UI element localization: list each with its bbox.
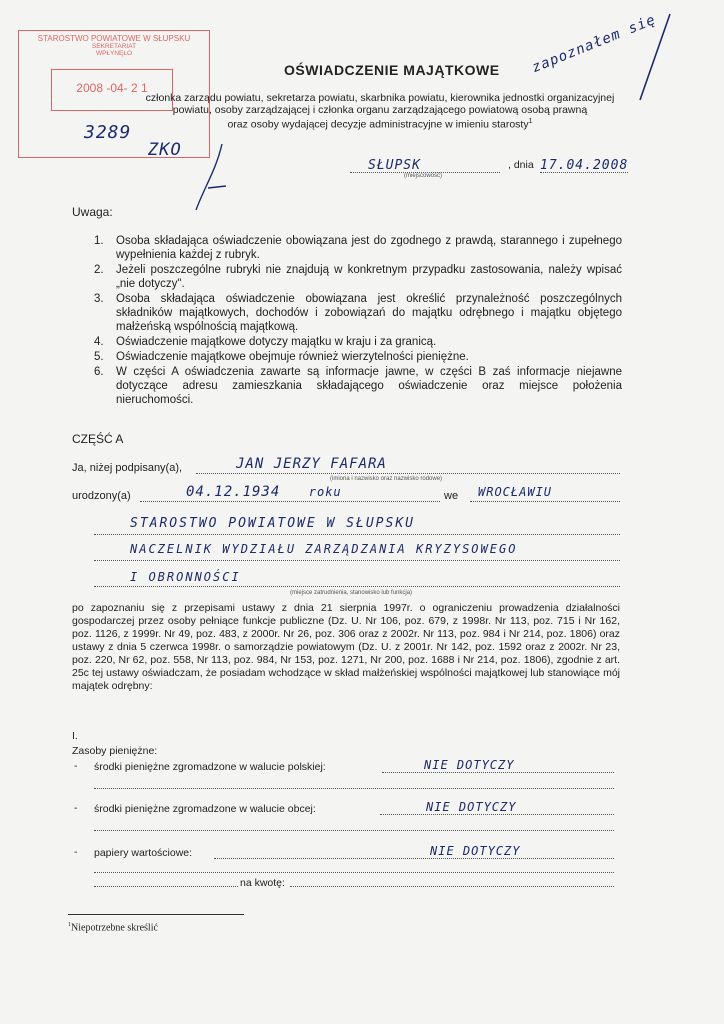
item-label-2: środki pieniężne zgromadzone w walucie obcej: [94,803,316,815]
footnote-mark: 1 [528,118,533,125]
law-text: po zapoznaniu się z przepisami ustawy z dnia 21 sierpnia 1997r. o ograniczeniu prowadzenia działalności gospodarczej przez osoby pełniące funkcje publiczne (Dz. U. Nr 106, poz. 679, z 1998r. Nr 113, poz. 715 i Nr 162, poz. 1126, z 1999r. Nr 49, poz. 483, z 2000r. Nr 26, poz. 306 oraz z 2002r. Nr 113, poz. 984 i Nr 214, poz. 1806) oraz ustawy z dnia 5 czerwca 1998r. o samorządzie powiatowym (Dz. U. z 2001r. Nr 142, poz. 1592 oraz z 2002r. Nr 23, poz. 220, Nr 62, poz. 558, Nr 113, poz. 984, Nr 153, poz. 1271, Nr 200, poz. 1688 i Nr 214, poz. 1806), zgodnie z art. 25c tej ustawy oświadczam, że posiadam wchodzące w skład małżeńskiej wspólności majątkowej lub stanowiące mój majątek odrębny: [72,602,620,692]
employment-text-1: STAROSTWO POWIATOWE W SŁUPSKU [130,516,415,531]
note-text: W części A oświadczenia zawarte są informacje jawne, w części B zaś informacje niejawne dotyczące adresu zamieszkania składającego oświadczenie oraz miejsce położenia nieruchomości. [116,366,622,406]
document-title: OŚWIADCZENIE MAJĄTKOWE [284,62,500,78]
subtitle-line-2: powiatu, osoby zarządzającej i członka organu zarządzającego powiatową osobą prawną [172,104,588,116]
item-extra-line-2 [94,818,614,831]
note-item [94,335,622,349]
item-field-3 [214,842,614,859]
employment-line-2 [94,540,620,561]
note-number: 6. [94,366,104,378]
stamp-line3: WPŁYNĘŁO [95,50,133,57]
check-mark [190,140,230,215]
note-item [94,234,622,262]
place-label: (miejscowość) [404,173,443,179]
stamp-date: 2008 -04- 2 1 [76,81,148,95]
note-text: Oświadczenie majątkowe obejmuje również wierzytelności pieniężne. [116,351,469,363]
date-field [540,156,628,173]
born-rok: roku [308,485,342,499]
na-kwote-label: na kwotę: [240,877,285,889]
note-number: 5. [94,351,104,363]
note-item [94,263,622,291]
note-text: Osoba składająca oświadczenie obowiązana jest określić przynależność poszczególnych składników majątkowych, dochodów i zobowiązań do majątku odrębnego i majątku objętego małżeńską wspólnością majątkową. [116,293,622,333]
na-kwote-field [290,876,614,887]
na-kwote-lead [94,876,238,887]
note-item [94,350,622,364]
footnote-text: Niepotrzebne skreślić [71,922,158,934]
notes-list [94,234,622,408]
item-extra-line-1 [94,776,614,789]
item-value-3: NIE DOTYCZY [430,844,521,858]
stamp-line2: SEKRETARIAT [91,43,137,50]
stamp-line1: STAROSTWO POWIATOWE W SŁUPSKU [37,34,191,43]
signer-value: JAN JERZY FAFARA [236,456,387,472]
employment-label: (miejsce zatrudnienia, stanowisko lub funkcja) [290,590,413,596]
note-text: Osoba składająca oświadczenie obowiązana jest do zgodnego z prawdą, starannego i zupełnego wypełnienia każdej z rubryk. [116,235,622,261]
place-field [350,156,500,173]
item-label-3: papiery wartościowe: [94,847,193,859]
born-we: we [444,490,459,502]
zasoby-label: Zasoby pieniężne: [72,745,158,757]
document-subtitle [100,92,660,131]
employment-text-3: I OBRONNOŚCI [130,570,241,584]
note-number: 3. [94,293,104,305]
note-text: Jeżeli poszczególne rubryki nie znajdują w konkretnym przypadku zastosowania, należy wpisać „nie dotyczy". [116,264,622,290]
born-date-field [140,483,440,502]
born-date: 04.12.1934 [186,484,281,500]
item-dash-2: - [74,802,78,814]
signer-label: (imiona i nazwisko oraz nazwisko rodowe) [330,476,443,482]
note-number: 4. [94,336,104,348]
stamp-ref: ZKO [148,140,182,160]
subtitle-line-3-text: oraz osoby wydającej decyzje administracyjne w imieniu starosty [227,118,529,131]
subtitle-line-1: członka zarządu powiatu, sekretarza powiatu, skarbnika powiatu, kierownika jednostki organizacyjnej [145,92,615,104]
item-dash-3: - [74,846,78,858]
corner-note: zapoznałem się [529,11,659,77]
note-item [94,292,622,334]
section-I: I. [72,730,78,742]
note-number: 2. [94,264,104,276]
signer-field [196,455,620,474]
part-a-heading: CZĘŚĆ A [72,432,124,446]
item-extra-line-3 [94,860,614,873]
footnote-rule [68,914,244,915]
item-dash-1: - [74,760,78,772]
signer-prefix: Ja, niżej podpisany(a), [72,462,183,474]
born-place: WROCŁAWIU [478,485,553,499]
item-field-1 [382,756,614,773]
place-value: SŁUPSK [368,158,421,173]
item-field-2 [380,798,614,815]
employment-line-3 [94,568,620,587]
note-number: 1. [94,235,104,247]
date-value: 17.04.2008 [540,158,629,173]
stamp-number: 3289 [84,122,132,143]
footnote-number: 1 [68,922,71,928]
note-item [94,365,622,407]
born-prefix: urodzony(a) [72,490,131,502]
note-text: Oświadczenie majątkowe dotyczy majątku w kraju i za granicą. [116,336,437,348]
item-value-2: NIE DOTYCZY [426,800,517,814]
footnote [68,922,158,933]
item-label-1: środki pieniężne zgromadzone w walucie polskiej: [94,761,326,773]
employment-text-2: NACZELNIK WYDZIAŁU ZARZĄDZANIA KRYZYSOWEGO [130,542,518,556]
born-place-field [470,483,620,502]
item-value-1: NIE DOTYCZY [424,758,515,772]
uwaga-label: Uwaga: [72,205,113,219]
date-prefix: , dnia [508,159,534,171]
subtitle-line-3 [100,116,660,131]
employment-line-1 [94,514,620,535]
corner-stroke [620,10,680,105]
